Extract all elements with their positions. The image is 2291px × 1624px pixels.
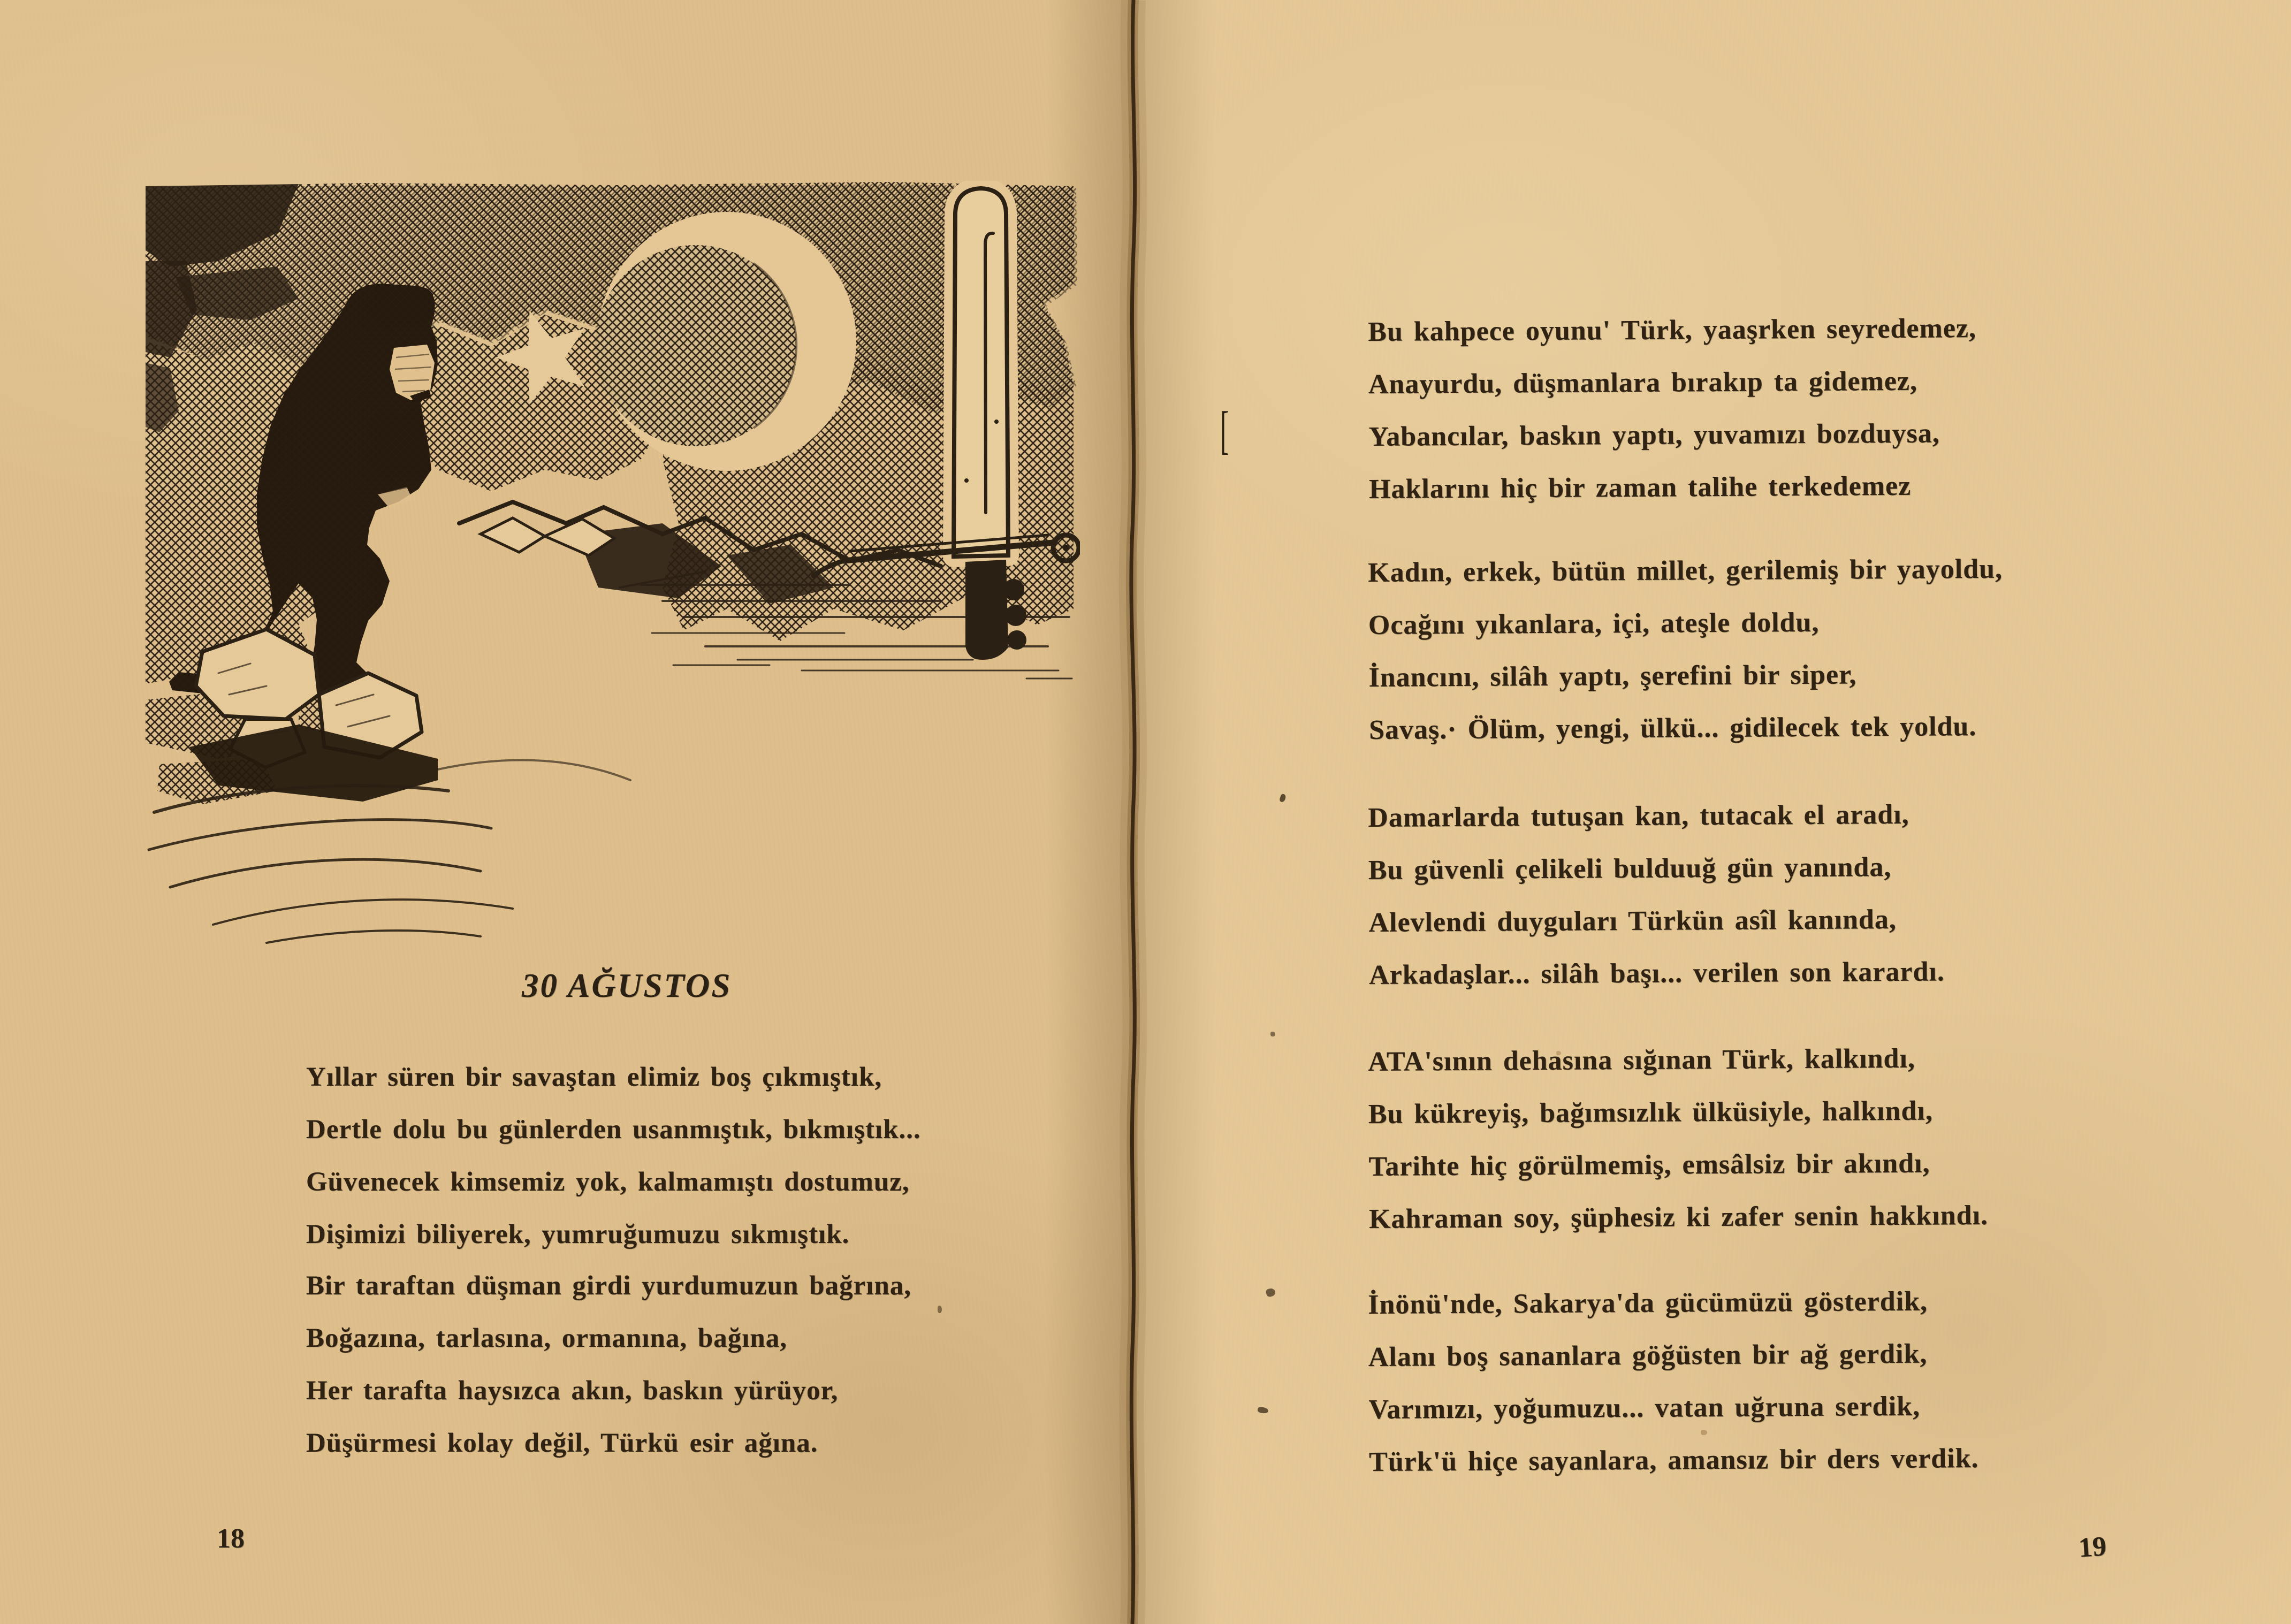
- poem-line: Alanı boş sananlara göğüsten bir ağ gerdik,: [1368, 1338, 1928, 1373]
- poem-line: Ocağını yıkanlara, içi, ateşle doldu,: [1368, 607, 1820, 641]
- poem-line: Kadın, erkek, bütün millet, gerilemiş bir yayoldu,: [1368, 553, 2003, 588]
- right-stanza-3: [1368, 788, 1945, 1002]
- left-stanza-2: [306, 1260, 911, 1469]
- poem-line: Dertle dolu bu günlerden usanmıştık, bıkmıştık...: [306, 1115, 921, 1145]
- poem-line: Güvenecek kimsemiz yok, kalmamıştı dostumuz,: [306, 1167, 910, 1197]
- poem-line: Bu kahpece oyunu' Türk, yaaşrken seyredemez,: [1368, 313, 1977, 347]
- illustration: [138, 181, 1080, 947]
- poem-line: Türk'ü hiçe sayanlara, amansız bir ders verdik.: [1368, 1443, 1979, 1477]
- poem-line: Bu güvenli çelikeli bulduuğ gün yanında,: [1368, 852, 1892, 886]
- poem-line: Haklarını hiç bir zaman talihe terkedemez: [1368, 470, 1912, 505]
- left-stanza-1: [306, 1051, 921, 1261]
- poem-line: Tarihte hiç görülmemiş, emsâlsiz bir akındı,: [1368, 1148, 1930, 1182]
- crescent-moon-icon: [595, 212, 856, 471]
- right-stanza-4: [1368, 1032, 1988, 1246]
- poem-line: Düşürmesi kolay değil, Türkü esir ağına.: [306, 1428, 818, 1458]
- right-stanza-5: [1368, 1275, 1979, 1489]
- right-stanza-2: [1368, 543, 2004, 757]
- margin-bracket-mark: [: [1220, 401, 1229, 460]
- poem-line: Savaş.· Ölüm, yengi, ülkü... gidilecek tek yoldu.: [1368, 711, 1977, 745]
- poem-line: Yıllar süren bir savaştan elimiz boş çıkmıştık,: [306, 1062, 882, 1092]
- poem-title: 30 AĞUSTOS: [522, 967, 732, 1004]
- page-number-left: 18: [217, 1523, 245, 1554]
- ink-speck: [1270, 1032, 1275, 1036]
- poem-line: Damarlarda tutuşan kan, tutacak el aradı,: [1368, 799, 1909, 833]
- foxing-spot: [1701, 1430, 1707, 1435]
- poem-line: Kahraman soy, şüphesiz ki zafer senin hakkındı.: [1368, 1200, 1989, 1234]
- poem-line: Her tarafta haysızca akın, baskın yürüyor,: [306, 1376, 839, 1406]
- foxing-spot: [1556, 1051, 1561, 1055]
- poem-line: Alevlendi duyguları Türkün asîl kanında,: [1368, 904, 1897, 938]
- poem-line: ATA'sının dehasına sığınan Türk, kalkındı,: [1368, 1043, 1916, 1077]
- page-gutter-crease: [1098, 0, 1173, 1624]
- poem-line: Dişimizi biliyerek, yumruğumuzu sıkmıştık.: [306, 1219, 850, 1249]
- poem-line: İnönü'nde, Sakarya'da gücümüzü gösterdik,: [1368, 1286, 1928, 1320]
- ink-speck: [938, 1306, 942, 1313]
- poem-line: Bir taraftan düşman girdi yurdumuzun bağrına,: [306, 1271, 912, 1301]
- poem-line: Arkadaşlar... silâh başı... verilen son karardı.: [1368, 956, 1945, 990]
- poem-line: Yabancılar, baskın yaptı, yuvamızı bozduysa,: [1368, 418, 1940, 452]
- page-number-right: 19: [2077, 1531, 2107, 1564]
- poem-line: Varımızı, yoğumuzu... vatan uğruna serdik,: [1368, 1391, 1921, 1425]
- poem-line: Boğazına, tarlasına, ormanına, bağına,: [306, 1323, 788, 1353]
- poem-line: Bu kükreyiş, bağımsızlık ülküsiyle, halkındı,: [1368, 1095, 1934, 1130]
- poem-line: İnancını, silâh yaptı, şerefini bir siper,: [1368, 659, 1857, 693]
- right-stanza-1: [1368, 302, 1977, 516]
- poem-line: Anayurdu, düşmanlara bırakıp ta gidemez,: [1368, 365, 1918, 400]
